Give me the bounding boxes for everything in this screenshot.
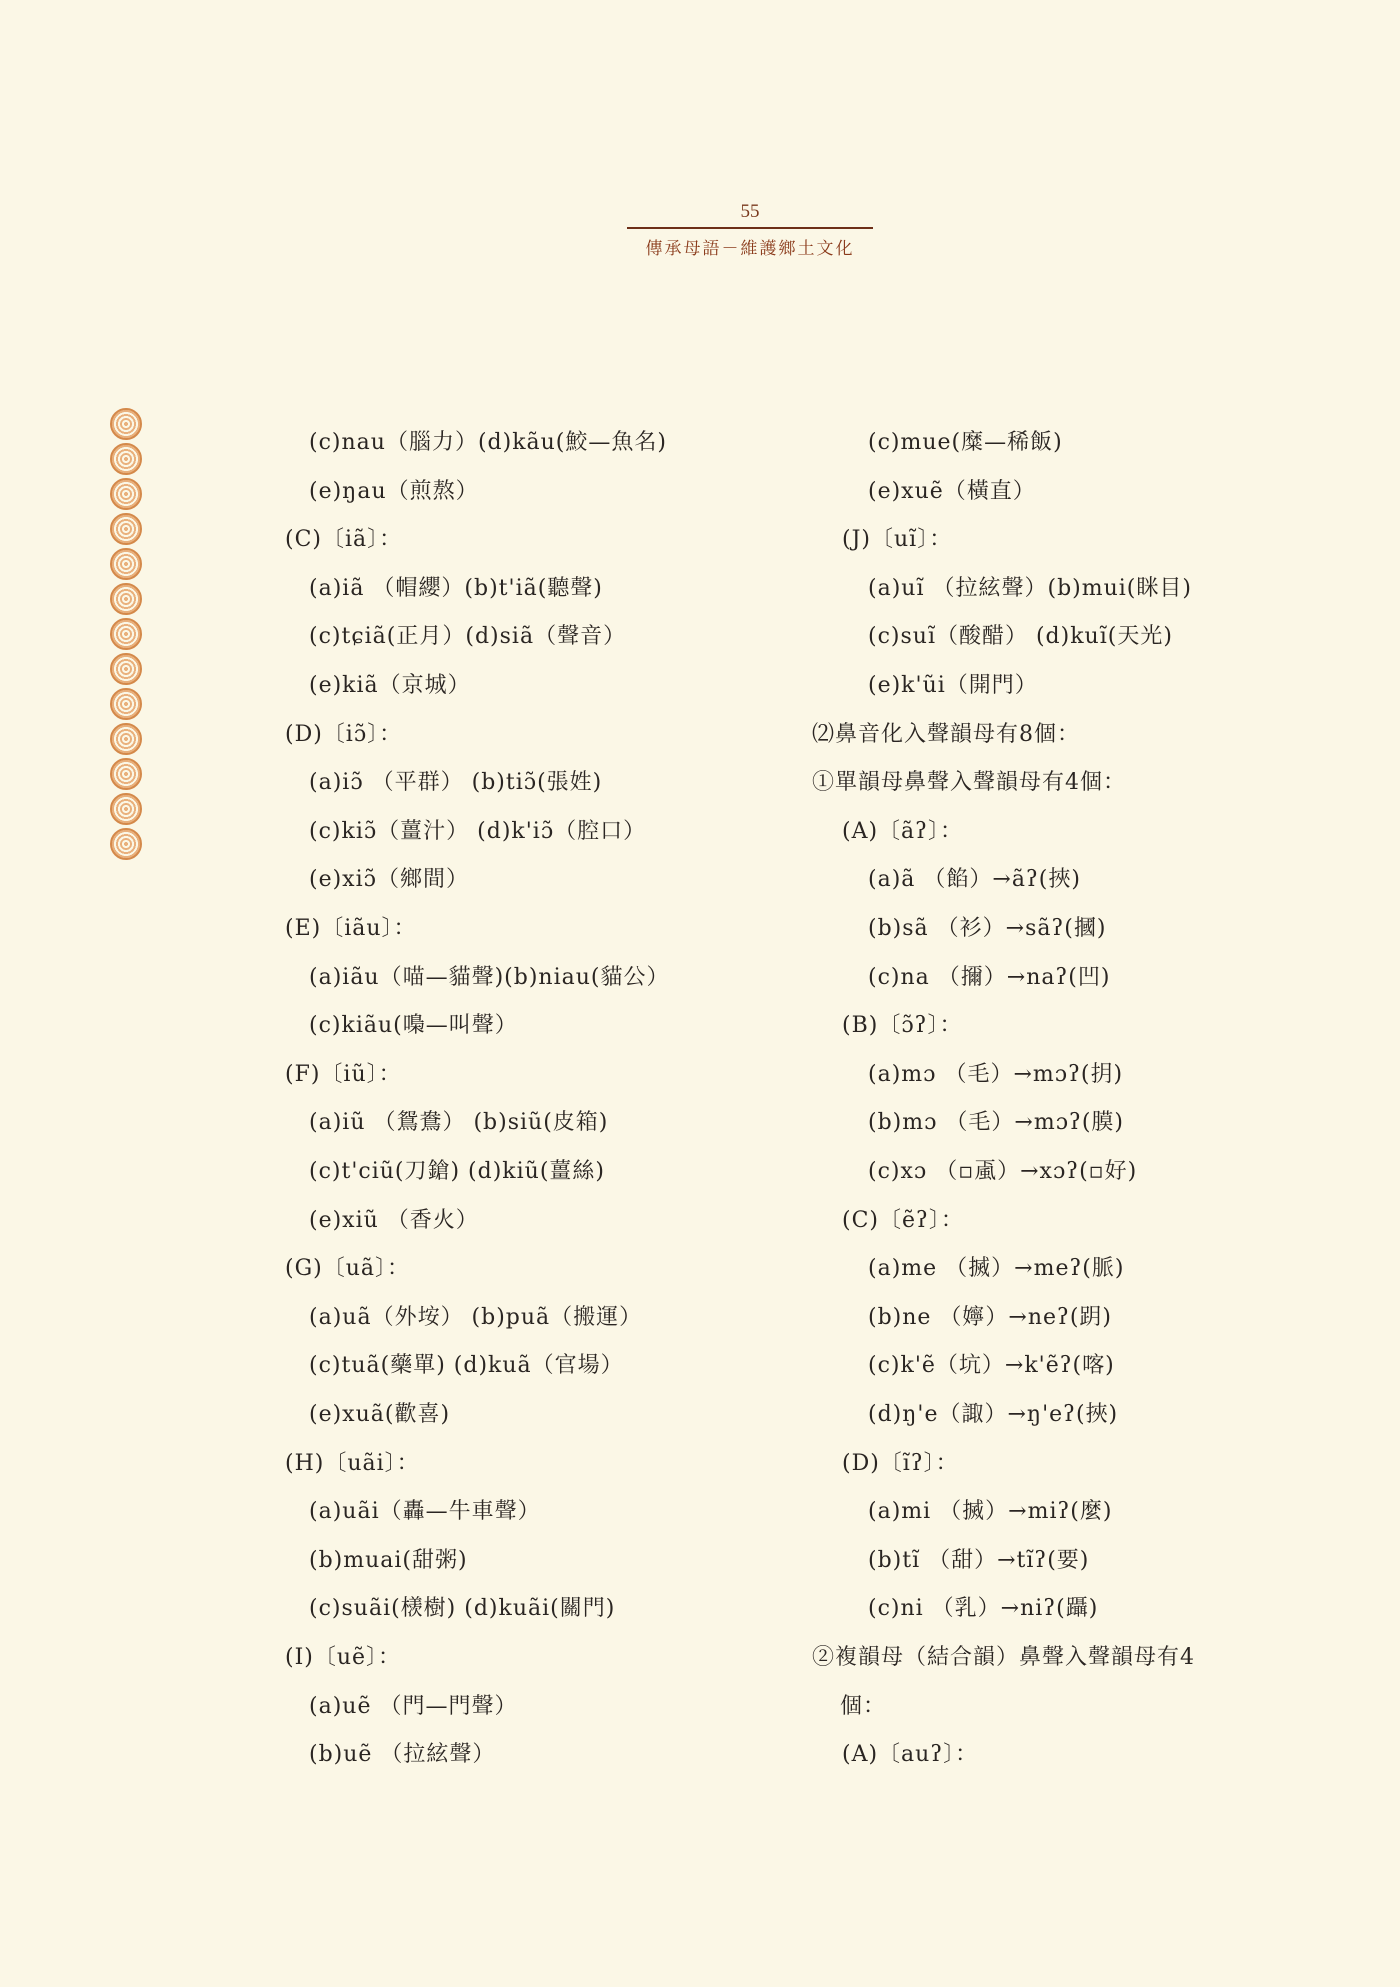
seal-stamp-icon xyxy=(110,583,142,615)
left-column-line: (a)iũ （鴛鴦） (b)siũ(皮箱) xyxy=(309,1110,609,1136)
left-column-line: (a)iɔ̃ （平群） (b)tiɔ̃(張姓) xyxy=(309,770,603,796)
seal-stamp-icon xyxy=(110,548,142,580)
seal-stamp-icon xyxy=(110,653,142,685)
right-column-line: (b)sã （衫）→sãʔ(摑) xyxy=(868,916,1107,941)
right-column-line: (c)ni （乳）→niʔ(躡) xyxy=(868,1596,1099,1622)
page-number: 55 xyxy=(740,201,760,222)
left-column-line: (a)uãi（轟—牛車聲） xyxy=(309,1499,541,1525)
left-column-line: (G)〔uã〕： xyxy=(285,1256,411,1282)
right-column-line: (c)xɔ （▫颪）→xɔʔ(▫好) xyxy=(868,1159,1138,1184)
right-column-line: (e)xuẽ（橫直） xyxy=(868,478,1036,504)
right-column-line: (B)〔ɔ̃ʔ〕： xyxy=(842,1013,963,1039)
left-column-line: (c)suãi(檨樹) (d)kuãi(關門) xyxy=(309,1596,616,1622)
seal-stamp-icon xyxy=(110,723,142,755)
decorative-seal-column xyxy=(110,408,146,893)
right-column-line: ⑵鼻音化入聲韻母有8個： xyxy=(812,721,1080,747)
right-column-line: (d)ŋ'e（諏）→ŋ'eʔ(挾) xyxy=(868,1402,1119,1427)
seal-stamp-icon xyxy=(110,688,142,720)
left-column-line: (H)〔uãi〕： xyxy=(285,1450,420,1476)
left-column-line: (e)kiã（京城） xyxy=(309,673,471,698)
left-column-line: (c)kiɔ̃（薑汁） (d)k'iɔ̃（腔口） xyxy=(309,818,647,844)
right-column-line: (C)〔ẽʔ〕： xyxy=(842,1207,964,1233)
seal-stamp-icon xyxy=(110,793,142,825)
seal-stamp-icon xyxy=(110,478,142,510)
right-column-line: ①單韻母鼻聲入聲韻母有4個： xyxy=(812,770,1126,796)
seal-stamp-icon xyxy=(110,618,142,650)
header-rule xyxy=(627,227,873,229)
left-column-line: (a)iãu（喵—貓聲)(b)niau(貓公） xyxy=(309,964,670,990)
right-column-line: (b)mɔ （毛）→mɔʔ(膜) xyxy=(868,1110,1125,1136)
page-header xyxy=(600,200,900,259)
right-column-line: (c)mue(糜—稀飯) xyxy=(868,430,1063,455)
right-column-line: ②複韻母（結合韻）鼻聲入聲韻母有4 xyxy=(812,1645,1195,1670)
left-column-line: (b)muai(甜粥) xyxy=(309,1547,468,1573)
seal-stamp-icon xyxy=(110,408,142,440)
left-column-line: (c)tuã(藥單) (d)kuã（官場） xyxy=(309,1353,624,1379)
left-column-line: (c)nau（腦力）(d)kãu(鮫—魚名) xyxy=(309,430,667,455)
right-column-line: (A)〔ãʔ〕： xyxy=(842,818,963,844)
left-column-line: (F)〔iũ〕： xyxy=(285,1061,402,1087)
left-column-line: (I)〔uẽ〕： xyxy=(285,1645,402,1670)
left-column-line: (b)uẽ （拉絃聲） xyxy=(309,1742,496,1768)
left-column-line: (e)ŋau（煎熬） xyxy=(309,478,479,504)
right-column-line: (c)suĩ（酸醋） (d)kuĩ(天光) xyxy=(868,624,1173,650)
left-column-line: (a)uẽ （門—門聲） xyxy=(309,1693,518,1719)
left-column-line: (c)tɕiã(正月）(d)siã（聲音） xyxy=(309,624,627,650)
right-column-line: (a)uĩ （拉絃聲）(b)mui(眯目) xyxy=(868,575,1192,601)
left-column-line: (e)xiũ （香火） xyxy=(309,1207,479,1233)
right-column-line: (J)〔uĩ〕： xyxy=(842,527,953,553)
left-column-line: (c)t'ciũ(刀鎗) (d)kiũ(薑絲) xyxy=(309,1159,606,1184)
right-column-line: (a)mi （搣）→miʔ(麼) xyxy=(868,1499,1113,1525)
left-column-line: (a)uã（外垵） (b)puã（搬運） xyxy=(309,1304,643,1330)
left-column-line: (e)xiɔ̃（鄉間） xyxy=(309,867,469,893)
right-column-line: (a)mɔ （毛）→mɔʔ(抈) xyxy=(868,1061,1124,1087)
right-column-line: (a)me （搣）→meʔ(脈) xyxy=(868,1256,1125,1282)
seal-stamp-icon xyxy=(110,758,142,790)
left-column-line: (a)iã （帽纓）(b)t'iã(聽聲) xyxy=(309,575,603,601)
right-column-line: (c)na （擟）→naʔ(凹) xyxy=(868,964,1111,990)
left-column-line: (c)kiãu(嘄—叫聲） xyxy=(309,1013,518,1039)
running-title: 傳承母語－維護鄉土文化 xyxy=(645,239,855,259)
right-column-line: (e)k'ũi（開門） xyxy=(868,673,1038,698)
seal-stamp-icon xyxy=(110,828,142,860)
right-column-line: (A)〔auʔ〕： xyxy=(842,1742,979,1768)
right-column-line: (c)k'ẽ（坑）→k'ẽʔ(喀) xyxy=(868,1353,1115,1379)
seal-stamp-icon xyxy=(110,513,142,545)
right-column-line: (D)〔ĩʔ〕： xyxy=(842,1450,959,1476)
left-column-line: (e)xuã(歡喜) xyxy=(309,1402,451,1427)
left-column-line: (D)〔iɔ̃〕： xyxy=(285,721,403,747)
right-column-line: (b)ne （嬣）→neʔ(跀) xyxy=(868,1304,1113,1330)
left-column-line: (E)〔iãu〕： xyxy=(285,916,417,941)
right-column-line: (b)tĩ （甜）→tĩʔ(要) xyxy=(868,1547,1090,1573)
right-column-line: 個： xyxy=(840,1693,887,1719)
right-column-line: (a)ã （餡）→ãʔ(挾) xyxy=(868,867,1081,893)
seal-stamp-icon xyxy=(110,443,142,475)
left-column-line: (C)〔iã〕： xyxy=(285,527,403,553)
